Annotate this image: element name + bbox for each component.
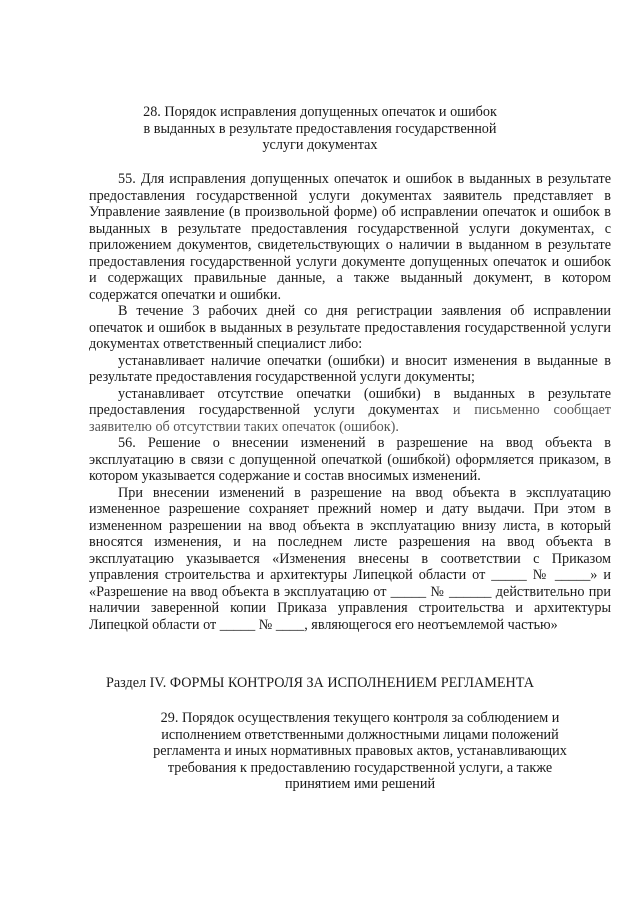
heading-line: принятием ими решений	[284, 776, 436, 792]
heading-line: 28. Порядок исправления допущенных опечаток и ошибок	[143, 104, 497, 120]
heading-line: услуги документах	[262, 137, 378, 153]
paragraph-changes: При внесении изменений в разрешение на ввод объекта в эксплуатацию измененное разрешение сохраняет прежний номер и дату выдачи. При этом в измененном разрешении на ввод объекта в эксплуатацию внизу листа, в который вносятся изменения, и на последнем листе разрешения на ввод объекта в эксплуатацию указывается «Изменения внесены в соответствии с Приказом управления строительства и архитектуры Липецкой области от _____ № _____» и «Разрешение на ввод объекта в эксплуатацию от _____ № ______ действительно при наличии заверенной копии Приказа управления строительства и архитектуры Липецкой области от _____ № ____, являющегося его неотъемлемой частью»	[89, 484, 611, 633]
heading-line: в выданных в результате предоставления государственной	[143, 120, 497, 137]
paragraph-55: 55. Для исправления допущенных опечаток и ошибок в выданных в результате предоставления государственной услуги документах заявитель представляет в Управление заявление (в произвольной форме) об исправлении опечаток и ошибок в выданных в результате предоставления государственной услуги документах, с приложением документов, свидетельствующих о наличии в выданном в результате предоставления государственной услуги документе допущенных опечаток и ошибок и содержащих правильные данные, а также выданный документ, в котором содержатся опечатки и ошибки.	[89, 171, 611, 303]
heading-line: исполнением ответственными должностными лицами положений	[161, 726, 559, 743]
paragraph-absence-error	[89, 386, 611, 436]
section-4-title: Раздел IV. ФОРМЫ КОНТРОЛЯ ЗА ИСПОЛНЕНИЕМ РЕГЛАМЕНТА	[105, 675, 534, 691]
heading-line: требования к предоставлению государственной услуги, а также	[167, 759, 553, 776]
paragraph-56: 56. Решение о внесении изменений в разрешение на ввод объекта в эксплуатацию в связи с допущенной опечаткой (ошибкой) оформляется приказом, в котором указывается содержание и состав вносимых изменений.	[89, 435, 611, 484]
body-text	[89, 171, 611, 633]
heading-line: 29. Порядок осуществления текущего контроля за соблюдением и	[160, 710, 560, 726]
section-29-heading	[130, 710, 590, 793]
paragraph-within-3-days: В течение 3 рабочих дней со дня регистрации заявления об исправлении опечаток и ошибок в выданных в результате предоставления государственной услуги документах ответственный специалист либо:	[89, 303, 611, 352]
paragraph-establish-error: устанавливает наличие опечатки (ошибки) и вносит изменения в выданные в результате предоставления государственной услуги документы;	[89, 352, 611, 385]
absence-main-text: устанавливает отсутствие опечатки (ошибки) в выданных в результате предоставления государственной услуги документах	[89, 385, 611, 418]
section-28-heading	[120, 104, 520, 154]
absence-faded-text: и письменно сообщает заявителю об отсутствии таких опечаток (ошибок).	[89, 402, 611, 435]
heading-line: регламента и иных нормативных правовых актов, устанавливающих	[153, 743, 567, 759]
